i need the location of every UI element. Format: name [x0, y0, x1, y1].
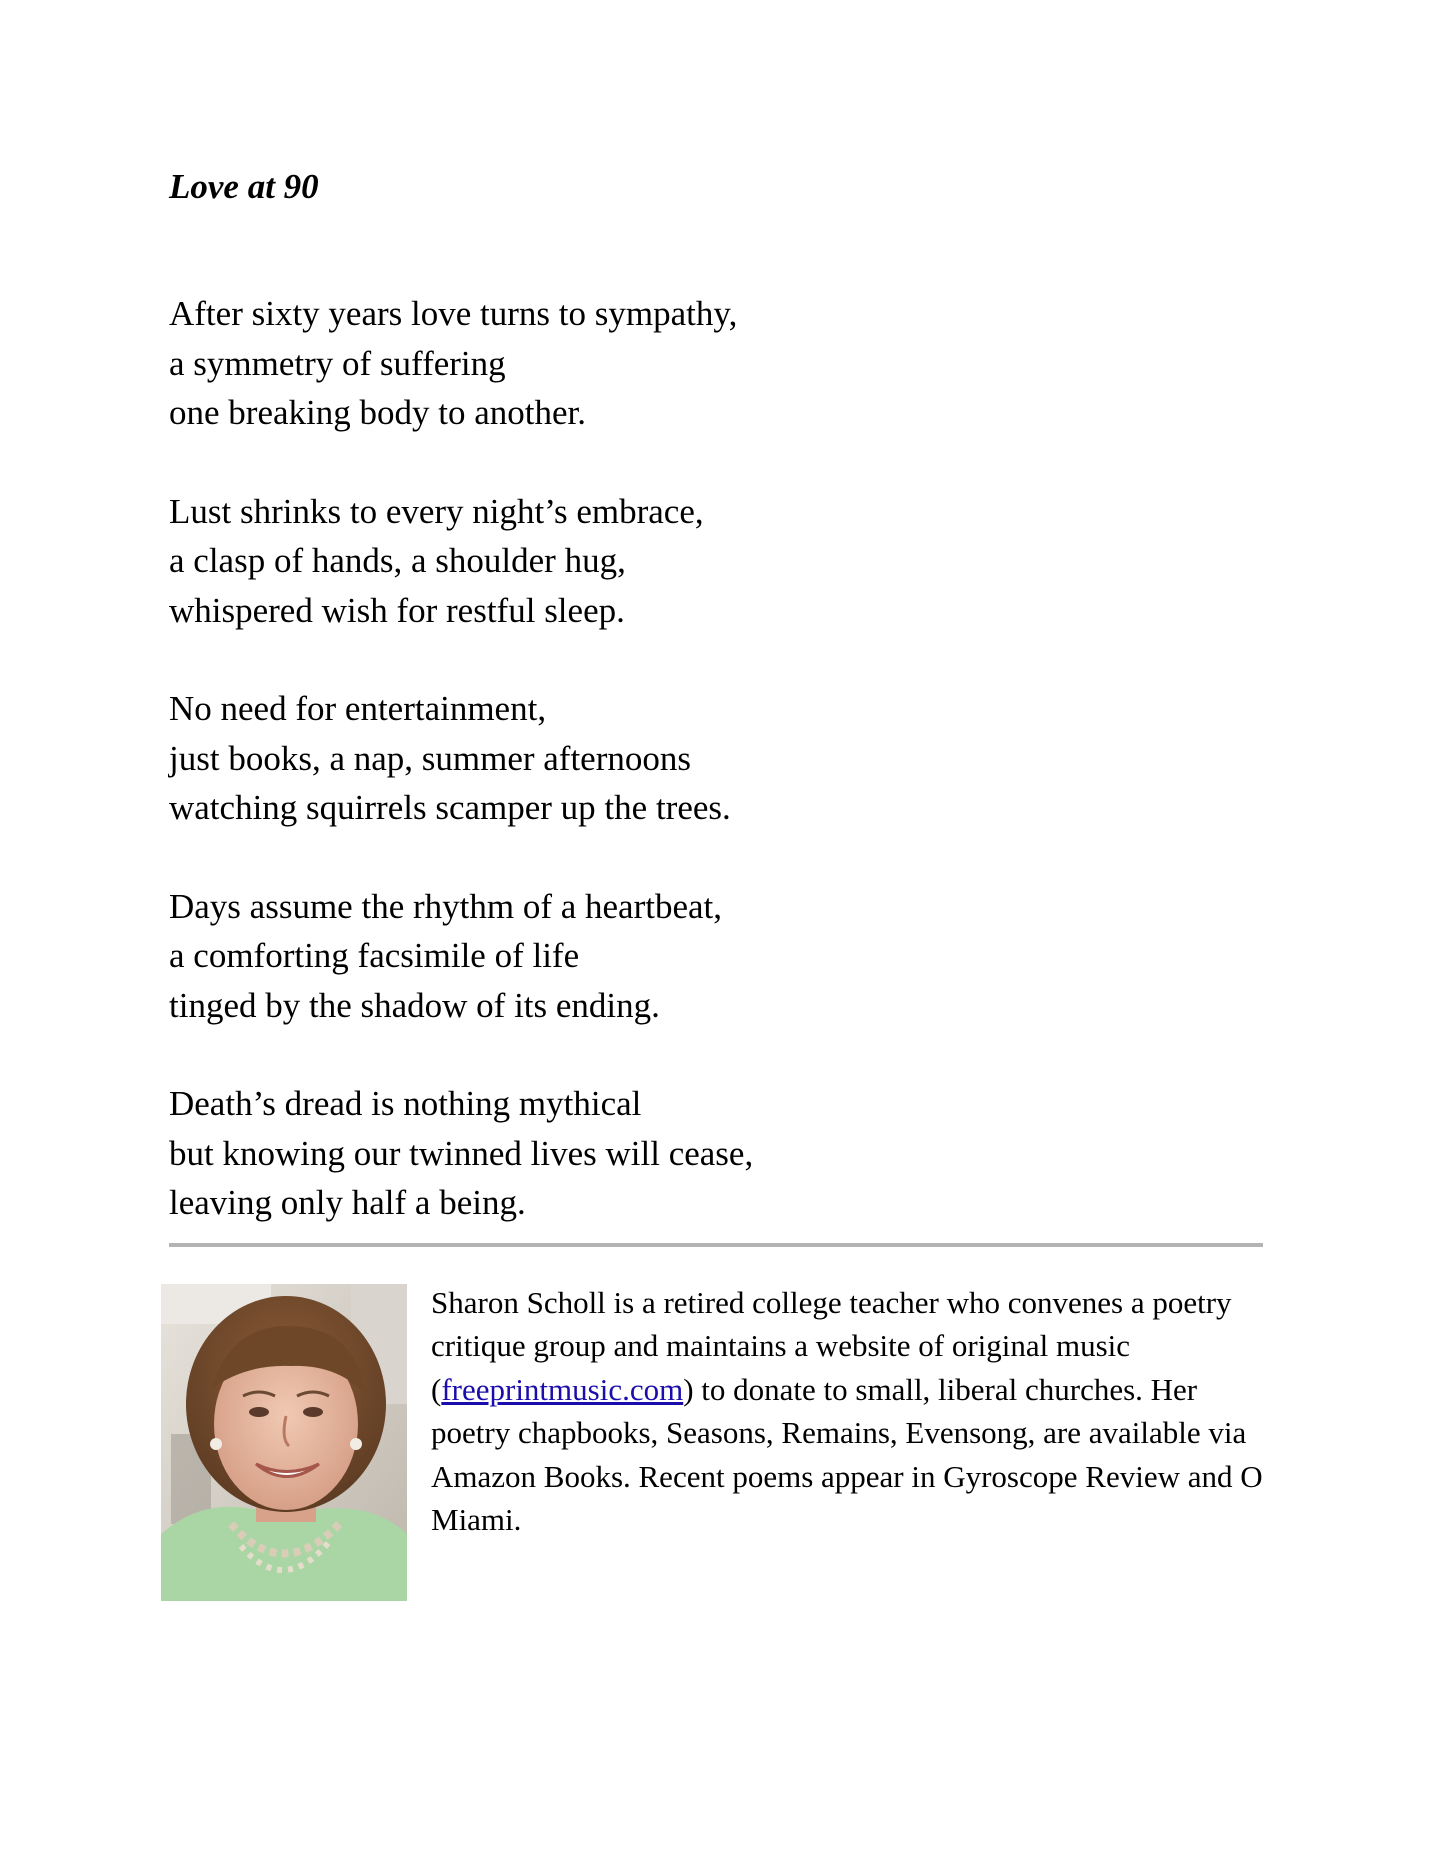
- poem-line: whispered wish for restful sleep.: [169, 590, 625, 630]
- poem-line: a symmetry of suffering: [169, 343, 506, 383]
- bio-text-after: ) to donate to small, liberal churches. Her poetry chapbooks, Seasons, Remains, Evensong, are available via Amazon Books. Recent poems appear in Gyroscope Review and O Miami.: [431, 1371, 1263, 1538]
- poem-line: Lust shrinks to every night’s embrace,: [169, 491, 704, 531]
- poem-line: a comforting facsimile of life: [169, 936, 580, 975]
- author-bio: [431, 1281, 1271, 1541]
- section-divider: [169, 1243, 1263, 1247]
- stanza: [169, 487, 1069, 636]
- stanza: [169, 882, 1069, 1031]
- poem-line: just books, a nap, summer afternoons: [169, 738, 691, 778]
- poem-line: After sixty years love turns to sympathy,: [169, 294, 738, 333]
- poem-line: watching squirrels scamper up the trees.: [169, 788, 731, 827]
- poem-line: Death’s dread is nothing mythical: [169, 1084, 642, 1123]
- poem-body: [169, 289, 1069, 1277]
- poem-line: but knowing our twinned lives will cease,: [169, 1133, 754, 1173]
- poem-title: Love at 90: [169, 167, 319, 206]
- poem-line: one breaking body to another.: [169, 393, 586, 432]
- website-link[interactable]: freeprintmusic.com: [441, 1371, 684, 1407]
- poem-line: leaving only half a being.: [169, 1183, 526, 1222]
- poem-line: No need for entertainment,: [169, 689, 547, 728]
- stanza: [169, 684, 1069, 833]
- poem-line: tinged by the shadow of its ending.: [169, 985, 660, 1025]
- poem-line: a clasp of hands, a shoulder hug,: [169, 541, 626, 580]
- poem-line: Days assume the rhythm of a heartbeat,: [169, 886, 723, 926]
- bio-text-before: Sharon Scholl is a retired college teacher who convenes a poetry critique group and maintains a website of original music (: [431, 1285, 1232, 1407]
- stanza: [169, 289, 1069, 438]
- stanza: [169, 1079, 1069, 1228]
- author-photo: [161, 1284, 407, 1601]
